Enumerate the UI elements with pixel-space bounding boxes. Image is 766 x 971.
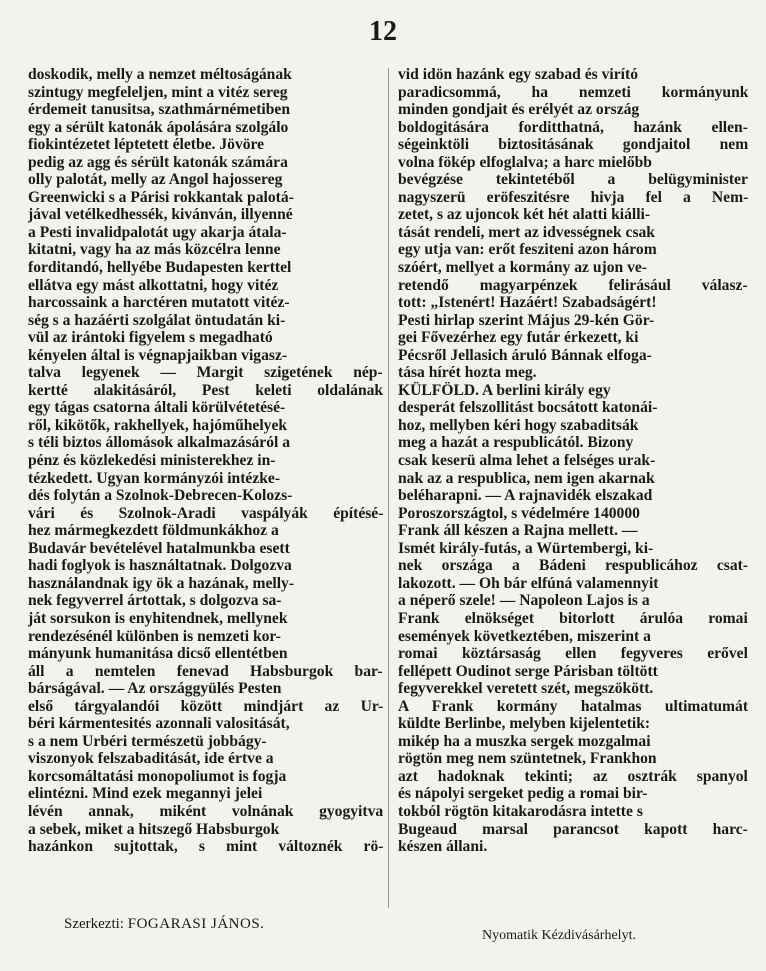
right-column <box>398 66 748 856</box>
right-column-text-line: Pesti hirlap szerint Május 29-kén Gör- <box>398 311 655 329</box>
left-column-text-line: bárságával. — Az országgyülés Pesten <box>28 680 282 698</box>
left-column-text-line: jával vetélkedhessék, kivánván, illyenné <box>28 206 293 224</box>
right-column-text-line: zetet, s az ujoncok két hét alatti kiálli- <box>398 206 651 224</box>
left-column-text-line: első tárgyalandói között mindjárt az Ur- <box>28 697 383 715</box>
left-column-text-line: áll a nemtelen fenevad Habsburgok bar- <box>28 662 383 680</box>
column-divider <box>388 68 389 908</box>
left-column-text-line: Budavár bevételével hatalmunkba esett <box>28 539 290 557</box>
left-column-text-line: egy a sérült katonák ápolására szolgálo <box>28 118 289 136</box>
right-column-text-line: csak keserü alma lehet a felséges urak- <box>398 452 656 470</box>
right-column-text-line: Ismét király-futás, a Würtembergi, ki- <box>398 539 654 557</box>
left-column-text-line: a sebek, miket a hitszegő Habsburgok <box>28 820 280 838</box>
left-column-text-line: kitatni, vagy ha az más közcélra lenne <box>28 241 281 259</box>
left-column-text-line: harcossaink a harctéren mutatott vitéz- <box>28 294 290 312</box>
left-column-text-line: béri kármentesités azonnali valositását, <box>28 715 290 733</box>
left-column-text-line: s a nem Urbéri természetü jobbágy- <box>28 732 267 750</box>
right-column-text-line: Poroszországtol, s védelmére 140000 <box>398 504 640 522</box>
right-column-text-line: A Frank kormány hatalmas ultimatumát <box>398 697 748 715</box>
right-column-text-line: vid idön hazánk egy szabad és virító <box>398 66 639 83</box>
right-column-text-line: tása hírét hozta meg. <box>398 364 537 382</box>
right-column-text-line: rögtön meg nem szüntetnek, Frankhon <box>398 750 657 768</box>
left-column-text-line: Greenwicki s a Párisi rokkantak palotá- <box>28 188 294 206</box>
right-column-text-line: volna fökép elfoglalva; a harc mielőbb <box>398 153 652 171</box>
left-column-text-line: fiokintézetet léptetett életbe. Jövöre <box>28 136 265 154</box>
left-column-text-line: egy tágas csatorna általi körülvétetésé- <box>28 399 286 417</box>
right-column-text-line: Bugeaud marsal parancsot kapott harc- <box>398 820 748 838</box>
left-column-text-line: lévén annak, miként volnának gyogyitva <box>28 802 383 820</box>
right-column-text-line: nek országa a Bádeni respublicához csat- <box>398 557 748 575</box>
right-column-text-line: nagyszerü eröfeszitésre hivja fel a Nem- <box>398 188 748 206</box>
left-column-text-line: korcsomáltatási monopoliumot is fogja <box>28 767 287 785</box>
right-column-text-line: boldogitására forditthatná, hazánk ellen- <box>398 118 748 136</box>
left-column <box>28 66 383 856</box>
left-column-text-line: s téli biztos állomások alkalmazásáról a <box>28 434 291 452</box>
right-column-text-line: készen állani. <box>398 838 488 856</box>
right-column-text-line: lakozott. — Oh bár elfúná valamennyit <box>398 574 659 592</box>
right-column-text-line: tokból rögtön kitakarodásra intette s <box>398 802 643 820</box>
right-column-text-line: Frank elnökséget bitorlott árulóa romai <box>398 609 748 627</box>
left-column-text-line: hazánkon sujtottak, s mint változnék rö- <box>28 838 383 856</box>
left-column-text-line: ség s a hazáérti szolgálat öntudatán ki- <box>28 311 286 329</box>
left-column-text-line: viszonyok felszabaditását, ide értve a <box>28 750 274 768</box>
left-column-text-line: vül az irántoki figyelem s megadható <box>28 329 273 347</box>
right-column-text-line: tását rendeli, mert az idvességnek csak <box>398 223 655 241</box>
right-column-text-line: ségeinktöli biztositásának gondjaitol nem <box>398 136 748 154</box>
right-column-text-line: paradicsommá, ha nemzeti kormányunk <box>398 83 748 101</box>
editor-name: FOGARASI JÁNOS. <box>127 916 265 932</box>
left-column-text-line: használandnak igy ök a hazának, melly- <box>28 574 295 592</box>
right-column-text-line: tott: „Istenért! Hazáért! Szabadságért! <box>398 294 657 312</box>
right-column-text-line: fellépett Oudinot serge Párisban töltött <box>398 662 658 680</box>
left-column-text-line: pedig az agg és sérült katonák számára <box>28 153 288 171</box>
right-column-text-line: meg a hazát a respublicától. Bizony <box>398 434 634 452</box>
left-column-text-line: tézkedett. Ugyan kormányzói intézke- <box>28 469 281 487</box>
left-column-text-line: ját sorsukon is enyhitendnek, mellynek <box>28 609 288 627</box>
editor-label: Szerkezti: <box>64 916 124 932</box>
left-column-text-line: talva legyenek — Margit szigetének nép- <box>28 364 383 382</box>
left-column-text-line: hez mármegkezdett földmunkákhoz a <box>28 522 279 540</box>
right-column-text-line: romai köztársaság ellen fegyveres erővel <box>398 645 748 663</box>
left-column-text-line: szintugy megfeleljen, mint a vitéz sereg <box>28 83 288 101</box>
left-column-text-line: doskodik, melly a nemzet méltoságának <box>28 66 292 83</box>
left-column-text-line: ről, kikötők, rakhellyek, hajóműhelyek <box>28 416 288 434</box>
right-column-text-line: azt hadoknak tekinti; az osztrák spanyol <box>398 767 748 785</box>
left-column-text-line: vári és Szolnok-Aradi vaspályák építésé- <box>28 504 383 522</box>
right-column-text-line: gei Fővezérhez egy futár érkezett, ki <box>398 329 639 347</box>
right-column-text-line: Frank áll készen a Rajna mellett. — <box>398 522 638 540</box>
right-column-text-line: retendő magyarpénzek felirásául válasz- <box>398 276 748 294</box>
printer-credit: Nyomatik Kézdivásárhelyt. <box>482 928 636 943</box>
right-column-text-line: szóért, mellyet a kormány az ujon ve- <box>398 259 648 277</box>
left-column-text-line: érdemeit tanusitsa, szathmárnémetiben <box>28 101 291 119</box>
right-column-text-line: nak az a respublica, nem igen akarnak <box>398 469 655 487</box>
left-column-text-line: dés folytán a Szolnok-Debrecen-Kolozs- <box>28 487 293 505</box>
right-column-text-line: minden gondjait és erélyét az ország <box>398 101 640 119</box>
left-column-text-line: olly palotát, melly az Angol hajossereg <box>28 171 283 189</box>
right-column-text-line: mikép ha a muszka sergek mozgalmai <box>398 732 651 750</box>
left-column-text-line: kertté alakitásáról, Pest keleti oldalának <box>28 381 383 399</box>
right-column-text-line: és nápolyi sergeket pedig a romai bir- <box>398 785 648 803</box>
right-column-text-line: fegyverekkel veretett szét, megszökött. <box>398 680 654 698</box>
left-column-text-line: rendezésénél különben is nemzeti kor- <box>28 627 281 645</box>
right-column-text-line: beléharapni. — A rajnavidék elszakad <box>398 487 653 505</box>
right-column-text-line: küldte Berlinbe, melyben kijelentetik: <box>398 715 651 733</box>
left-column-text-line: forditandó, hellyébe Budapesten kerttel <box>28 259 292 277</box>
right-column-text-line: desperát felszollitást bocsátott katonái- <box>398 399 658 417</box>
left-column-text-line: mányunk humanitása dicső ellentétben <box>28 645 288 663</box>
left-column-text-line: ellátva egy mást alkottatni, hogy vitéz <box>28 276 279 294</box>
right-column-text-line: események következtében, miszerint a <box>398 627 651 645</box>
left-column-text-line: pénz és közlekedési ministerekhez in- <box>28 452 276 470</box>
left-column-text-line: a Pesti invalidpalotát ugy akarja átala- <box>28 223 287 241</box>
left-column-text-line: kényelen által is végnapjaikban vigasz- <box>28 346 288 364</box>
left-column-text-line: elintézni. Mind ezek megannyi jelei <box>28 785 263 803</box>
right-column-text-line: Pécsről Jellasich áruló Bánnak elfoga- <box>398 346 652 364</box>
left-column-text-line: hadi foglyok is használtatnak. Dolgozva <box>28 557 292 575</box>
right-column-text-line: hoz, mellyben kéri hogy szabaditsák <box>398 416 639 434</box>
editor-credit <box>64 916 264 933</box>
right-column-text-line: bevégzése tekintetéből a belügyminister <box>398 171 748 189</box>
page-number: 12 <box>369 16 397 47</box>
left-column-text-line: nek fegyverrel ártottak, s dolgozva sa- <box>28 592 282 610</box>
right-column-text-line: KÜLFÖLD. A berlini király egy <box>398 381 611 399</box>
right-column-text-line: a néperő szele! — Napoleon Lajos is a <box>398 592 650 610</box>
right-column-text-line: egy utja van: erőt fesziteni azon három <box>398 241 657 259</box>
